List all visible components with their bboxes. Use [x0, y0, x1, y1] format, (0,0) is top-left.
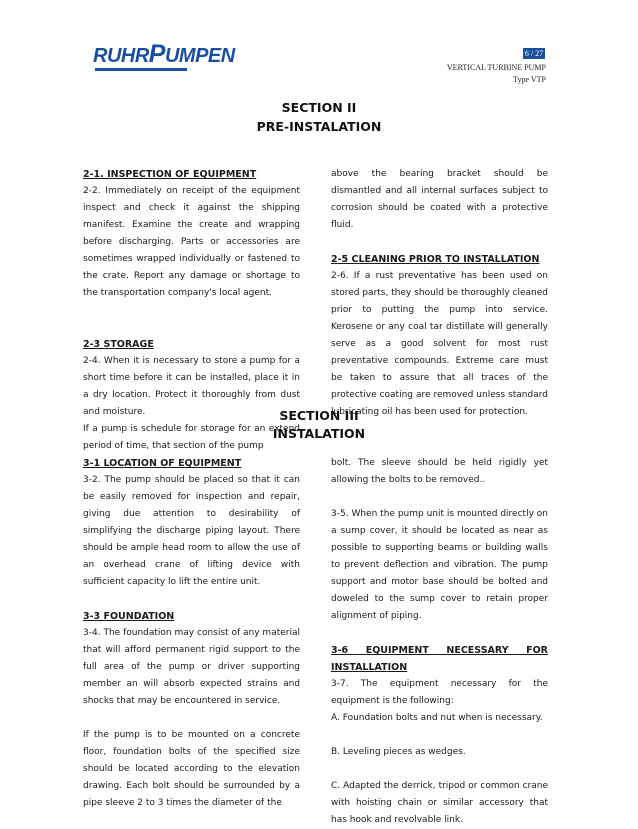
- paragraph-3-4: 3-4. The foundation may consist of any material that will afford permanent rigid support to the full area of the pump or driver supporting member an will absorb expected strains and shocks that may be encountered in service.: [83, 628, 300, 706]
- item-c-derrick: C. Adapted the derrick, tripod or common crane with hoisting chain or similar accessory that has hook and revolvable link.: [331, 781, 548, 825]
- paragraph-bolt-sleeve: bolt. The sleeve should be held rigidly yet allowing the bolts to be removed..: [331, 458, 548, 485]
- section-3-right-column: [331, 455, 548, 829]
- section-3-left-column: [83, 455, 300, 812]
- item-a-foundation-bolts: A. Foundation bolts and nut when is necessary.: [331, 713, 543, 723]
- heading-equipment-necessary: 3-6 EQUIPMENT NECESSARY FOR INSTALLATION: [331, 645, 548, 673]
- section-2-title: SECTION II: [281, 100, 357, 115]
- document-type: Type VTP: [513, 75, 546, 84]
- document-title: VERTICAL TURBINE PUMP: [446, 63, 546, 72]
- heading-cleaning: 2-5 CLEANING PRIOR TO INSTALLATION: [331, 254, 540, 265]
- paragraph-2-6: 2-6. If a rust preventative has been used on stored parts, they should be thoroughly cleaned prior to putting the pump into service. Kerosene or any coal tar distillate will generally serve as a good solvent for most rust preventative compounds. Extreme care must be taken to assure that all traces of the protective coating are removed unless standard lubricating oil has been used for protection.: [331, 271, 548, 417]
- paragraph-2-2: 2-2. Immediately on receipt of the equipment inspect and check it against the shipping manifest. Examine the create and wrapping before discharging. Parts or accessories are sometimes wrapped individually or fastened to the crate. Report any damage or shortage to the transportation company's local agent.: [83, 186, 300, 298]
- section-2-subtitle: PRE-INSTALATION: [256, 119, 382, 134]
- paragraph-storage-extended: If a pump is schedule for storage for an extend period of time, that section of the pump: [83, 424, 300, 451]
- heading-storage: 2-3 STORAGE: [83, 339, 154, 350]
- paragraph-3-5: 3-5. When the pump unit is mounted directly on a sump cover, it should be located as near as possible to supporting beams or building walls to prevent deflection and vibration. The pump support and motor base should be bolted and doweled to the sump cover to retain proper alignment of piping.: [331, 509, 548, 621]
- paragraph-3-2: 3-2. The pump should be placed so that it can be easily removed for inspection and repair, giving due attention to desirability of simplifying the discharge piping layout. There should be ample head room to allow the use of an overhead crane of lifting device with sufficient capacity lo lift the entire unit.: [83, 475, 300, 587]
- heading-inspection: 2-1. INSPECTION OF EQUIPMENT: [83, 169, 257, 180]
- section-3-title: SECTION III: [279, 408, 359, 423]
- page-number: 6 / 27: [524, 49, 544, 58]
- paragraph-bearing-bracket: above the bearing bracket should be dismantled and all internal surfaces subject to corrosion should be coated with a protective fluid.: [331, 169, 548, 230]
- section-3-subtitle: INSTALATION: [272, 426, 366, 441]
- ruhrpumpen-logo: RUHRPUMPEN: [93, 40, 235, 68]
- heading-location: 3-1 LOCATION OF EQUIPMENT: [83, 458, 242, 469]
- heading-foundation: 3-3 FOUNDATION: [83, 611, 175, 622]
- paragraph-concrete-floor: If the pump is to be mounted on a concrete floor, foundation bolts of the specified size should be located according to the elevation drawing. Each bolt should be surrounded by a pipe sleeve 2 to 3 times the diameter of the: [83, 730, 300, 808]
- section-2-right-column: [331, 166, 548, 421]
- paragraph-3-7: 3-7. The equipment necessary for the equipment is the following:: [331, 679, 548, 706]
- logo-underline: [95, 68, 187, 71]
- item-b-leveling-pieces: B. Leveling pieces as wedges.: [331, 747, 466, 757]
- paragraph-2-4: 2-4. When it is necessary to store a pump for a short time before it can be installed, place it in a dry location. Protect it thoroughly from dust and moisture.: [83, 356, 300, 417]
